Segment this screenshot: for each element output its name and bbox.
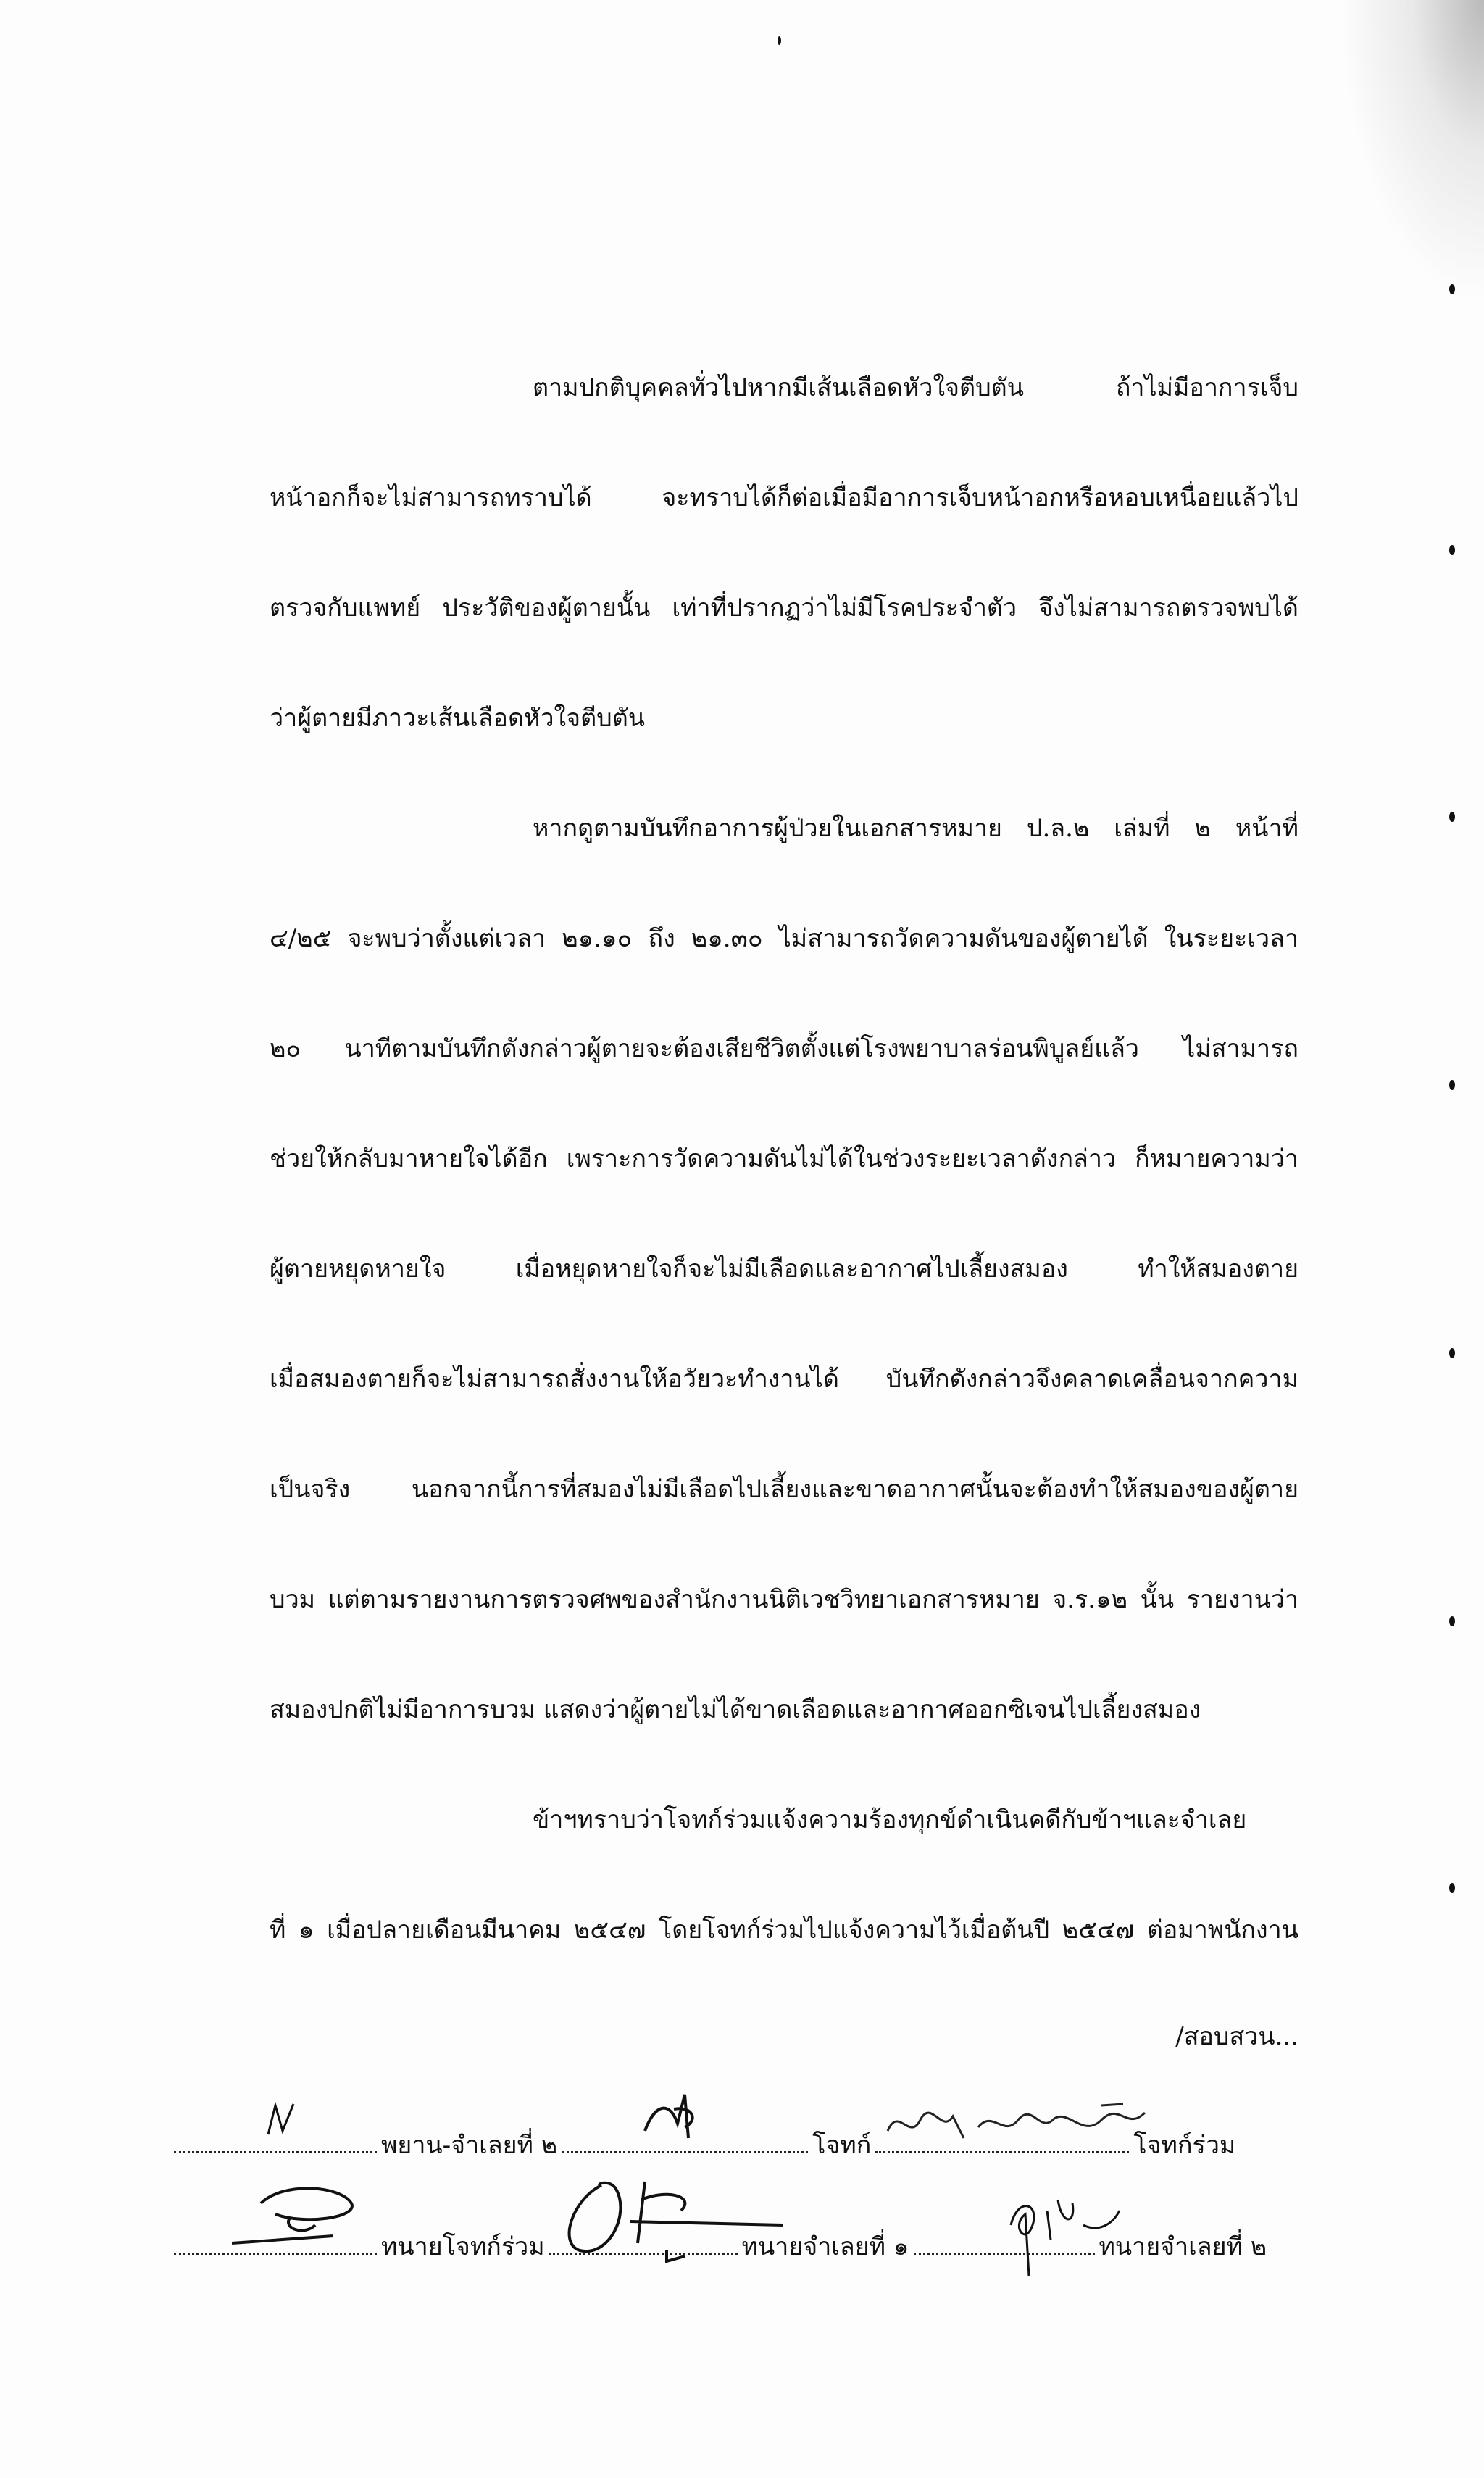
body-text-line: หน้าอกก็จะไม่สามารถทราบได้ จะทราบได้ก็ต่อเมื่อมีอาการเจ็บหน้าอกหรือหอบเหนื่อยแล้วไป [270, 483, 1298, 512]
signature-row [174, 2120, 1333, 2171]
body-text-line: ที่ ๑ เมื่อปลายเดือนมีนาคม ๒๕๔๗ โดยโจทก์ร่วมไปแจ้งความไว้เมื่อต้นปี ๒๕๔๗ ต่อมาพนักงาน [270, 1916, 1298, 1945]
scan-speck [1449, 812, 1455, 822]
body-text-line: ว่าผู้ตายมีภาวะเส้นเลือดหัวใจตีบตัน [270, 704, 646, 733]
signature-label: โจทก์ [812, 2131, 872, 2160]
body-text-line: เป็นจริง นอกจากนี้การที่สมองไม่มีเลือดไปเลี้ยงและขาดอากาศนั้นจะต้องทำให้สมองของผู้ตาย [270, 1475, 1298, 1504]
signature-plaintiff [641, 2087, 706, 2148]
signature-label: ทนายโจทก์ร่วม [381, 2232, 545, 2261]
body-text-line: หากดูตามบันทึกอาการผู้ป่วยในเอกสารหมาย ป.ล.๒ เล่มที่ ๒ หน้าที่ [533, 814, 1298, 843]
body-text-line: ช่วยให้กลับมาหายใจได้อีก เพราะการวัดความดันไม่ได้ในช่วงระยะเวลาดังกล่าว ก็หมายความว่า [270, 1144, 1298, 1173]
body-text-line: ๔/๒๕ จะพบว่าตั้งแต่เวลา ๒๑.๑๐ ถึง ๒๑.๓๐ ไม่สามารถวัดความดันของผู้ตายได้ ในระยะเวลา [270, 924, 1298, 953]
scan-speck [1449, 1348, 1455, 1358]
body-text-line: ข้าฯทราบว่าโจทก์ร่วมแจ้งความร้องทุกข์ดำเนินคดีกับข้าฯและจำเลย [533, 1805, 1247, 1834]
body-text-line: ตามปกติบุคคลทั่วไปหากมีเส้นเลือดหัวใจตีบตัน ถ้าไม่มีอาการเจ็บ [533, 373, 1298, 402]
signature-attorney-defendant-1 [558, 2171, 797, 2275]
signature-attorney-defendant-2 [996, 2182, 1127, 2286]
signature-label: โจทก์ร่วม [1133, 2131, 1236, 2160]
scan-speck [778, 36, 781, 45]
body-text-line: ๒๐ นาทีตามบันทึกดังกล่าวผู้ตายจะต้องเสียชีวิตตั้งแต่โรงพยาบาลร่อนพิบูลย์แล้ว ไม่สามารถ [270, 1034, 1298, 1063]
signature-label: ทนายจำเลยที่ ๑ [741, 2232, 909, 2261]
signature-attorney-joint-plaintiff [217, 2174, 362, 2257]
body-text-line: ตรวจกับแพทย์ ประวัติของผู้ตายนั้น เท่าที่ปรากฏว่าไม่มีโรคประจำตัว จึงไม่สามารถตรวจพบได้ [270, 594, 1298, 623]
scan-speck [1449, 1616, 1455, 1626]
signature-label: พยาน-จำเลยที่ ๒ [381, 2131, 558, 2160]
scan-speck [1449, 284, 1455, 294]
continuation-marker: /สอบสวน... [1175, 2022, 1298, 2051]
signature-label: ทนายจำเลยที่ ๒ [1099, 2232, 1267, 2261]
scan-speck [1449, 1080, 1455, 1090]
scan-speck [1449, 1883, 1455, 1893]
body-text-line: ผู้ตายหยุดหายใจ เมื่อหยุดหายใจก็จะไม่มีเลือดและอากาศไปเลี้ยงสมอง ทำให้สมองตาย [270, 1255, 1298, 1284]
body-text-line: บวม แต่ตามรายงานการตรวจศพของสำนักงานนิติเวชวิทยาเอกสารหมาย จ.ร.๑๒ นั้น รายงานว่า [270, 1585, 1298, 1614]
body-text-line: เมื่อสมองตายก็จะไม่สามารถสั่งงานให้อวัยวะทำงานได้ บันทึกดังกล่าวจึงคลาดเคลื่อนจากความ [270, 1365, 1298, 1394]
signature-witness [261, 2098, 304, 2145]
scan-speck [1449, 545, 1455, 555]
body-text-line: สมองปกติไม่มีอาการบวม แสดงว่าผู้ตายไม่ได้ขาดเลือดและอากาศออกซิเจนไปเลี้ยงสมอง [270, 1695, 1201, 1724]
signature-joint-plaintiff [884, 2098, 1159, 2152]
scan-shadow [1339, 0, 1484, 304]
